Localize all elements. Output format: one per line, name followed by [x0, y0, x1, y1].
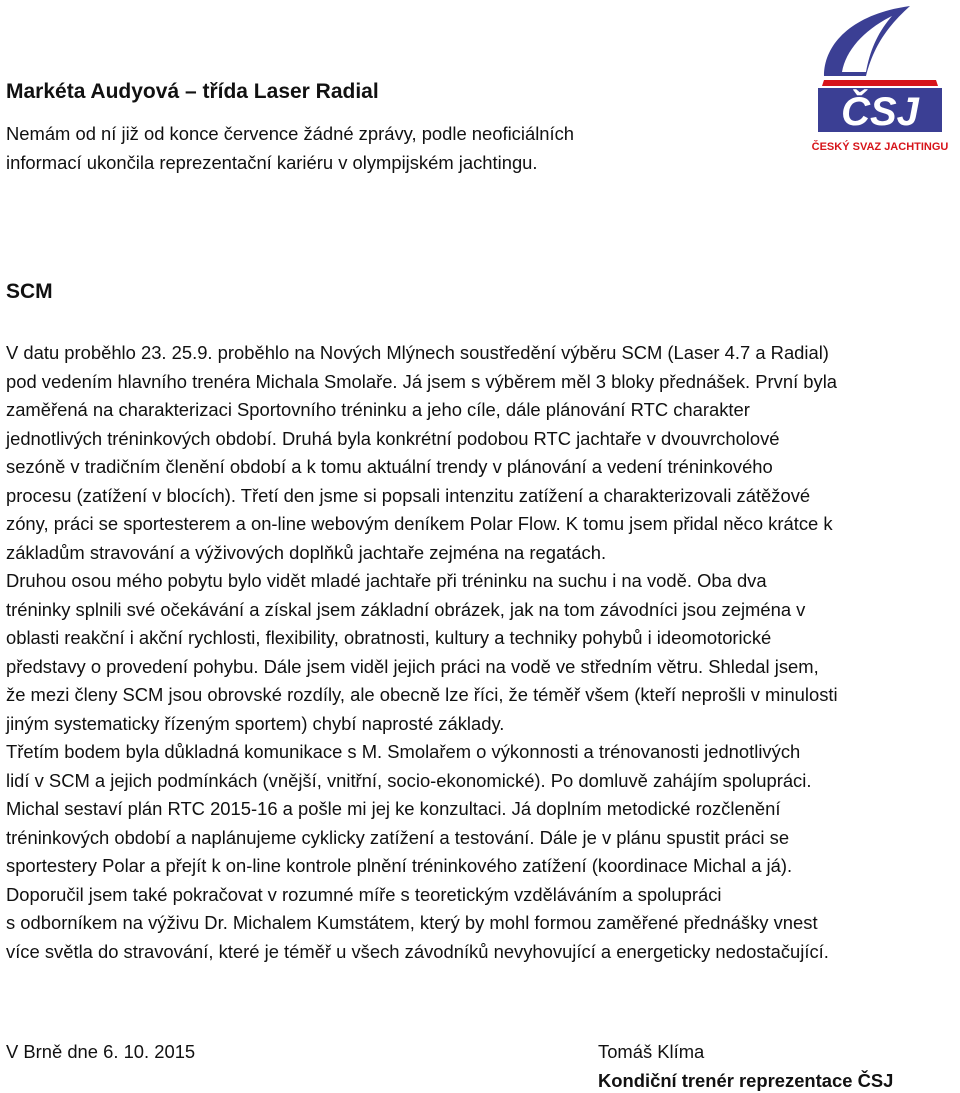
logo-caption: ČESKÝ SVAZ JACHTINGU — [812, 141, 949, 153]
section2-heading: SCM — [6, 280, 53, 303]
logo-letters: ČSJ — [841, 90, 919, 134]
signer-name: Tomáš Klíma — [598, 1041, 705, 1062]
body-line: sportestery Polar a přejít k on-line kontrole plnění tréninkového zatížení (koordinace Michal a já). — [6, 855, 793, 876]
body-line: tréninkových období a naplánujeme cyklicky zatížení a testování. Dále je v plánu spustit práci se — [6, 826, 790, 848]
body-line: tréninky splnili své očekávání a získal jsem základní obrázek, jak na tom závodníci jsou zejména v — [6, 598, 806, 620]
section1-line: informací ukončila reprezentační kariéru v olympijském jachtingu. — [6, 151, 538, 173]
body-line: lidí v SCM a jejich podmínkách (vnější, vnitřní, socio-ekonomické). Po domluvě zahájím spolupráci. — [6, 769, 812, 791]
body-line: sezóně v tradičním členění období a k tomu aktuální trendy v plánování a vedení tréninkového — [6, 456, 773, 477]
place-date: V Brně dne 6. 10. 2015 — [6, 1041, 196, 1062]
section2-paragraph — [6, 339, 956, 966]
section1-heading: Markéta Audyová – třída Laser Radial — [6, 80, 379, 103]
body-line: Doporučil jsem také pokračovat v rozumné míře s teoretickým vzděláváním a spolupráci — [6, 883, 722, 905]
body-line: více světla do stravování, které je téměř u všech závodníků nevyhovující a energeticky nedostačující. — [6, 940, 829, 962]
section1-paragraph — [6, 120, 956, 177]
body-line: procesu (zatížení v blocích). Třetí den jsme si popsali intenzitu zatížení a charakterizovali zátěžové — [6, 484, 811, 506]
body-line: Michal sestaví plán RTC 2015-16 a pošle mi jej ke konzultaci. Já doplním metodické rozčlenění — [6, 798, 781, 819]
signer-title: Kondiční trenér reprezentace ČSJ — [598, 1070, 894, 1091]
body-line: zaměřená na charakterizaci Sportovního tréninku a jeho cíle, dále plánování RTC charakter — [6, 399, 750, 420]
body-line: že mezi členy SCM jsou obrovské rozdíly, ale obecně lze říci, že téměř všem (kteří neprošli v minulosti — [6, 684, 838, 705]
body-line: Druhou osou mého pobytu bylo vidět mladé jachtaře při tréninku na suchu i na vodě. Oba dva — [6, 570, 767, 591]
body-line: V datu proběhlo 23. 25.9. proběhlo na Nových Mlýnech soustředění výběru SCM (Laser 4.7 a Radial) — [6, 342, 829, 363]
body-line: Třetím bodem byla důkladná komunikace s M. Smolařem o výkonnosti a trénovanosti jednotlivých — [6, 741, 801, 762]
body-line: zóny, práci se sportesterem a on-line webovým deníkem Polar Flow. K tomu jsem přidal něco krátce k — [6, 513, 833, 534]
body-line: oblasti reakční i akční rychlosti, flexibility, obratnosti, kultury a techniky pohybů i ideomotorické — [6, 627, 772, 648]
body-line: jiným systematicky řízeným sportem) chybí naprosté základy. — [6, 712, 505, 734]
body-line: pod vedením hlavního trenéra Michala Smolaře. Já jsem s výběrem měl 3 bloky přednášek. První byla — [6, 370, 838, 392]
body-line: jednotlivých tréninkových období. Druhá byla konkrétní podobou RTC jachtaře v dvouvrcholové — [6, 427, 780, 449]
section1-line: Nemám od ní již od konce července žádné zprávy, podle neoficiálních — [6, 123, 575, 144]
body-line: s odborníkem na výživu Dr. Michalem Kumstátem, který by mohl formou zaměřené přednášky vnest — [6, 912, 818, 933]
body-line: představy o provedení pohybu. Dále jsem viděl jejich práci na vodě ve středním větru. Shledal jsem, — [6, 655, 819, 677]
body-line: základům stravování a výživových doplňků jachtaře zejména na regatách. — [6, 541, 607, 563]
